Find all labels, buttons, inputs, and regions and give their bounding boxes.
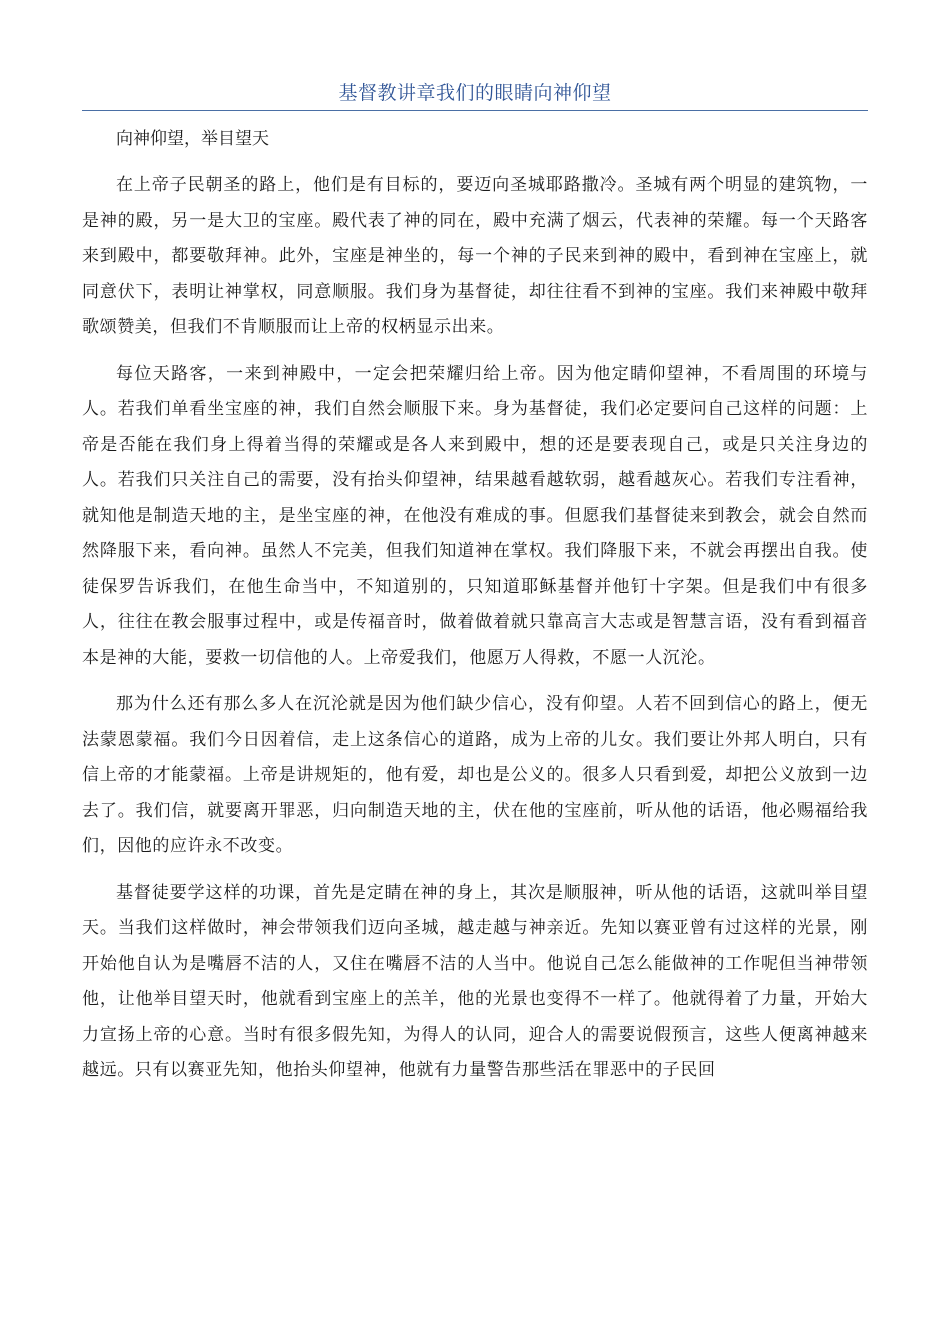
paragraph-2: 每位天路客，一来到神殿中，一定会把荣耀归给上帝。因为他定睛仰望神，不看周围的环境与人。若我们单看坐宝座的神，我们自然会顺服下来。身为基督徒，我们必定要问自己这样的问题：上帝是否能在我们身上得着当得的荣耀或是各人来到殿中，想的还是要表现自己，或是只关注身边的人。若我们只关注自己的需要，没有抬头仰望神，结果越看越软弱，越看越灰心。若我们专注看神，就知他是制造天地的主，是坐宝座的神，在他没有难成的事。但愿我们基督徒来到教会，就会自然而然降服下来，看向神。虽然人不完美，但我们知道神在掌权。我们降服下来，不就会再摆出自我。使徒保罗告诉我们，在他生命当中，不知道别的，只知道耶稣基督并他钉十字架。但是我们中有很多人，往往在教会服事过程中，或是传福音时，做着做着就只靠高言大志或是智慧言语，没有看到福音本是神的大能，要救一切信他的人。上帝爱我们，他愿万人得救，不愿一人沉沦。 [82, 363, 868, 668]
section-subtitle: 向神仰望，举目望天 [116, 129, 269, 149]
document-body [82, 122, 868, 1100]
paragraph-3: 那为什么还有那么多人在沉沦就是因为他们缺少信心，没有仰望。人若不回到信心的路上，便无法蒙恩蒙福。我们今日因着信，走上这条信心的道路，成为上帝的儿女。我们要让外邦人明白，只有信上帝的才能蒙福。上帝是讲规矩的，他有爱，却也是公义的。很多人只看到爱，却把公义放到一边去了。我们信，就要离开罪恶，归向制造天地的主，伏在他的宝座前，听从他的话语，他必赐福给我们，因他的应许永不改变。 [82, 694, 868, 856]
paragraph-1: 在上帝子民朝圣的路上，他们是有目标的，要迈向圣城耶路撒冷。圣城有两个明显的建筑物，一是神的殿，另一是大卫的宝座。殿代表了神的同在，殿中充满了烟云，代表神的荣耀。每一个天路客来到殿中，都要敬拜神。此外，宝座是神坐的，每一个神的子民来到神的殿中，看到神在宝座上，就同意伏下，表明让神掌权，同意顺服。我们身为基督徒，却往往看不到神的宝座。我们来神殿中敬拜歌颂赞美，但我们不肯顺服而让上帝的权柄显示出来。 [82, 175, 868, 337]
page-header [82, 78, 868, 111]
paragraph-4: 基督徒要学这样的功课，首先是定睛在神的身上，其次是顺服神，听从他的话语，这就叫举目望天。当我们这样做时，神会带领我们迈向圣城，越走越与神亲近。先知以赛亚曾有过这样的光景，刚开始他自认为是嘴唇不洁的人，又住在嘴唇不洁的人当中。他说自己怎么能做神的工作呢但当神带领他，让他举目望天时，他就看到宝座上的羔羊，他的光景也变得不一样了。他就得着了力量，开始大力宣扬上帝的心意。当时有很多假先知，为得人的认同，迎合人的需要说假预言，这些人便离神越来越远。只有以赛亚先知，他抬头仰望神，他就有力量警告那些活在罪恶中的子民回 [82, 882, 868, 1080]
header-title: 基督教讲章我们的眼睛向神仰望 [338, 82, 612, 104]
